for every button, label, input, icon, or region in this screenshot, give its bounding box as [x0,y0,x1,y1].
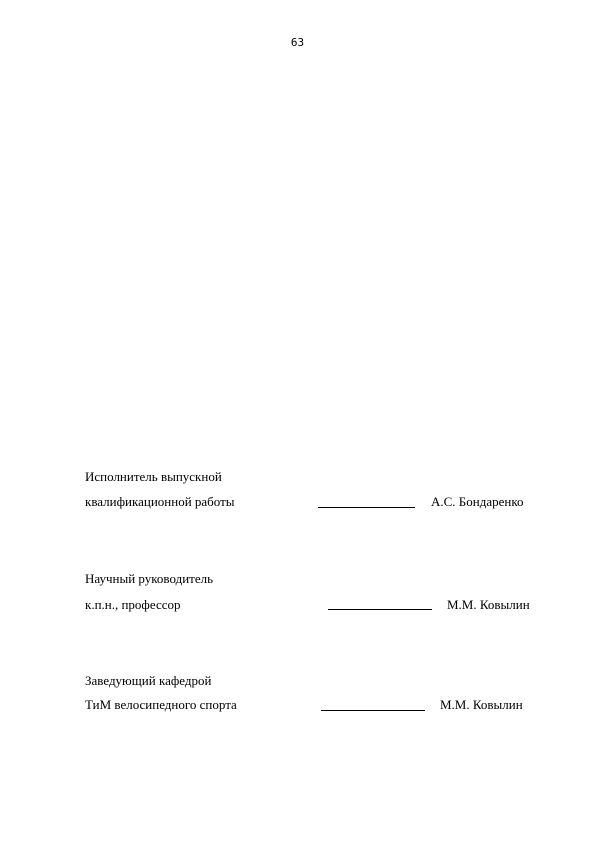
supervisor-signature-line [328,609,432,610]
page-number: 63 [290,36,305,49]
head-name: М.М. Ковылин [440,697,523,712]
executor-name: А.С. Бондаренко [431,494,524,509]
supervisor-role-line-2: к.п.н., профессор [85,597,181,612]
head-signature-line [321,710,425,711]
executor-role-line-2: квалификационной работы [85,494,235,509]
executor-signature-line [318,507,415,508]
head-role-line-1: Заведующий кафедрой [85,673,212,688]
supervisor-name: М.М. Ковылин [447,597,530,612]
supervisor-role-line-1: Научный руководитель [85,571,214,586]
executor-role-line-1: Исполнитель выпускной [85,469,222,484]
head-role-line-2: ТиМ велосипедного спорта [85,697,237,712]
